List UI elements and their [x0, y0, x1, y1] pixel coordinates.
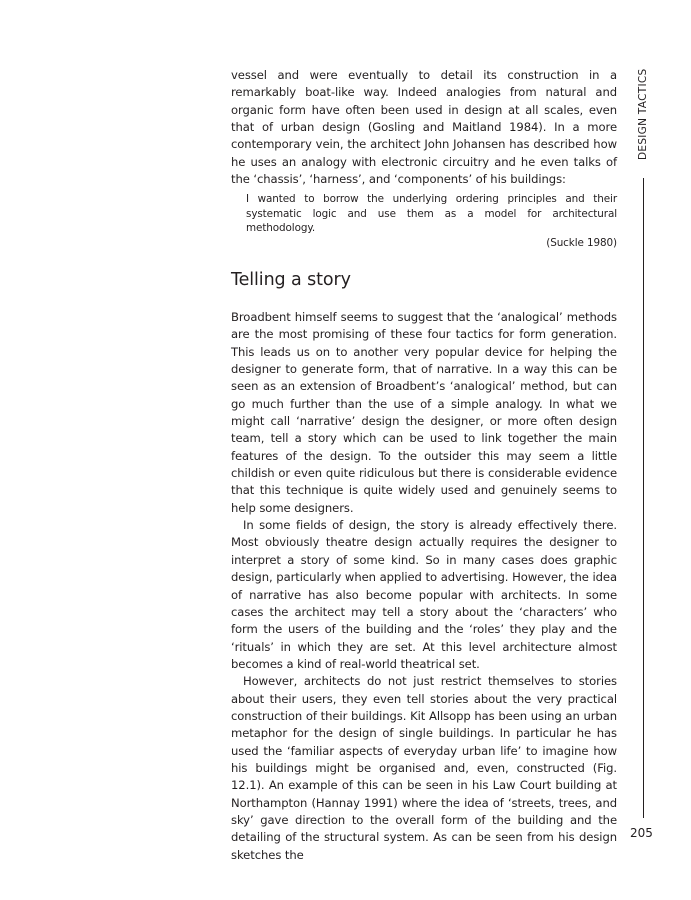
paragraph: Broadbent himself seems to suggest that the ‘analogical’ methods are the most promising of these four tactics for form generation. This leads us on to another very popular device for helping the designer to generate form, that of narrative. In a way this can be seen as an extension of Broadbent’s ‘analogical’ method, but can go much further than the use of a simple analogy. In what we might call ‘narrative’ design the designer, or more often design team, tell a story which can be used to link together the main features of the design. To the outsider this may seem a little childish or even quite ridiculous but there is considerable evidence that this technique is quite widely used and genuinely seems to help some designers.	[231, 310, 617, 515]
quote-text: I wanted to borrow the underlying ordering principles and their systematic logic and use them as a model for architectural methodology.	[246, 193, 617, 235]
block-quote	[246, 192, 617, 250]
intro-paragraph	[231, 67, 617, 188]
paragraph: In some fields of design, the story is already effectively there. Most obviously theatre design actually requires the designer to interpret a story of some kind. So in many cases does graphic design, particularly when applied to advertising. However, the idea of narrative has also become popular with architects. In some cases the architect may tell a story about the ‘characters’ who form the users of the building and the ‘roles’ they play and the ‘rituals’ in which they are set. At this level architecture almost becomes a kind of real-world theatrical set.	[231, 518, 617, 671]
running-head: DESIGN TACTICS	[637, 68, 649, 160]
section-body	[231, 309, 617, 864]
paragraph: vessel and were eventually to detail its construction in a remarkably boat-like way. Indeed analogies from natural and organic form have often been used in design at all scales, even that of urban design (Gosling and Maitland 1984). In a more contemporary vein, the architect John Johansen has described how he uses an analogy with electronic circuitry and he even talks of the ‘chassis’, ‘harness’, and ‘components’ of his buildings:	[231, 68, 617, 187]
page-number: 205	[630, 826, 653, 840]
paragraph: However, architects do not just restrict themselves to stories about their users, they even tell stories about the very practical construction of their buildings. Kit Allsopp has been using an urban metaphor for the design of single buildings. In particular he has used the ‘familiar aspects of everyday urban life’ to imagine how his buildings might be organised and, even, constructed (Fig. 12.1). An example of this can be seen in his Law Court building at Northampton (Hannay 1991) where the idea of ‘streets, trees, and sky’ gave direction to the overall form of the building and the detailing of the structural system. As can be seen from his design sketches the	[231, 674, 617, 862]
quote-citation: (Suckle 1980)	[546, 236, 617, 249]
margin-rule	[643, 178, 644, 818]
section-heading: Telling a story	[231, 270, 351, 290]
